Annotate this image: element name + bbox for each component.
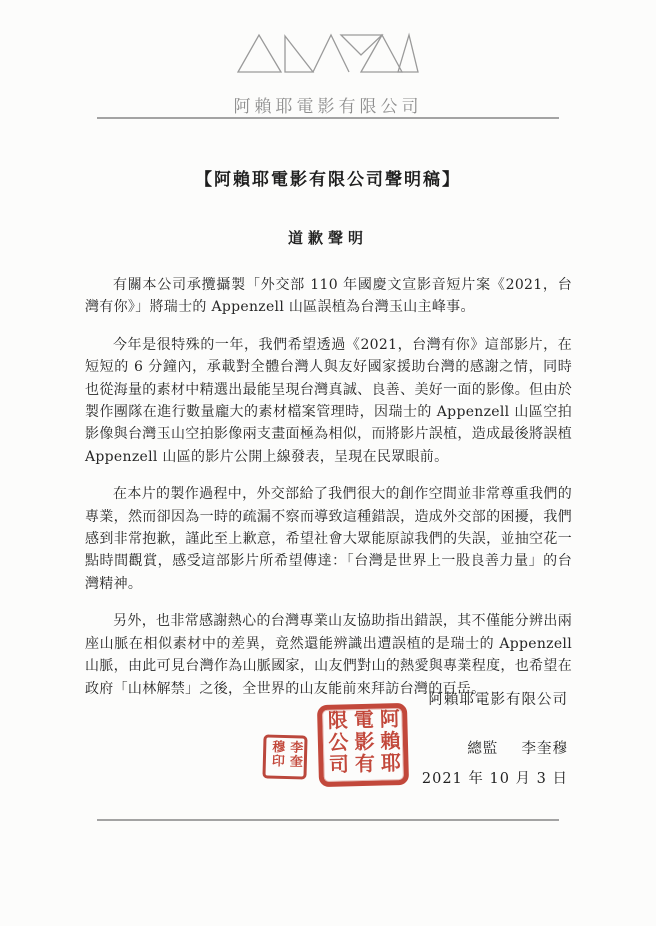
- paragraph-1: 有關本公司承攬攝製「外交部 110 年國慶文宣影音短片案《2021，台灣有你》」將瑞士的 Appenzell 山區誤植為台灣玉山主峰事。: [85, 277, 572, 316]
- signature-date: 2021 年 10 月 3 日: [421, 771, 568, 787]
- statement-subtitle: 道歉聲明: [287, 229, 368, 247]
- statement-title: 【阿賴耶電影有限公司聲明稿】: [195, 170, 461, 190]
- paragraph-2: 今年是很特殊的一年，我們希望透過《2021，台灣有你》這部影片，在短短的 6 分鐘內，承載對全體台灣人與友好國家援助台灣的感謝之情，同時也從海量的素材中精選出最能呈現台灣真誠、良善、美好一面的影像。但由於製作團隊在進行數量龐大的素材檔案管理時，因瑞士的 Appenzell 山區空拍影像與台灣玉山空拍影像兩支畫面極為相似，而將影片誤植，造成最後將誤植 Appenzell 山區的影片公開上線發表，呈現在民眾眼前。: [85, 336, 572, 465]
- signature-name: 李奎穆: [521, 741, 568, 757]
- personal-name-seal-stamp: [262, 734, 307, 779]
- signature-role: 總監: [467, 741, 499, 757]
- signature-role-line: [467, 737, 568, 758]
- signature-company-name: 阿賴耶電影有限公司: [428, 692, 568, 708]
- personal-seal-text: 李奎穆印: [268, 739, 303, 769]
- company-seal-stamp: [317, 703, 409, 787]
- paragraph-3: 在本片的製作過程中，外交部給了我們很大的創作空間並非常尊重我們的專業，然而卻因為一時的疏漏不察而導致這種錯誤，造成外交部的困擾，我們感到非常抱歉，謹此至上歉意，希望社會大眾能原諒我們的失誤，並抽空花一點時間觀賞，感受這部影片所希望傳達：「台灣是世界上一股良善力量」的台灣精神。: [85, 486, 572, 592]
- letterhead: [0, 32, 656, 78]
- company-seal-text: 阿賴耶電影有限公司: [324, 708, 402, 776]
- letterhead-company-name: 阿賴耶電影有限公司: [233, 97, 423, 117]
- paragraph-4: 另外，也非常感謝熱心的台灣專業山友協助指出錯誤，其不僅能分辨出兩座山脈在相似素材中的差異，竟然還能辨識出遭誤植的是瑞士的 Appenzell 山脈，由此可見台灣作為山脈國家，山友們對山的熱愛與專業程度，也希望在政府「山林解禁」之後，全世界的山友能前來拜訪台灣的百岳。: [85, 613, 572, 697]
- alaya-triangles-logo-icon: [236, 32, 420, 74]
- footer-divider: [97, 819, 559, 821]
- statement-body: [85, 274, 572, 715]
- header-divider: [97, 117, 559, 119]
